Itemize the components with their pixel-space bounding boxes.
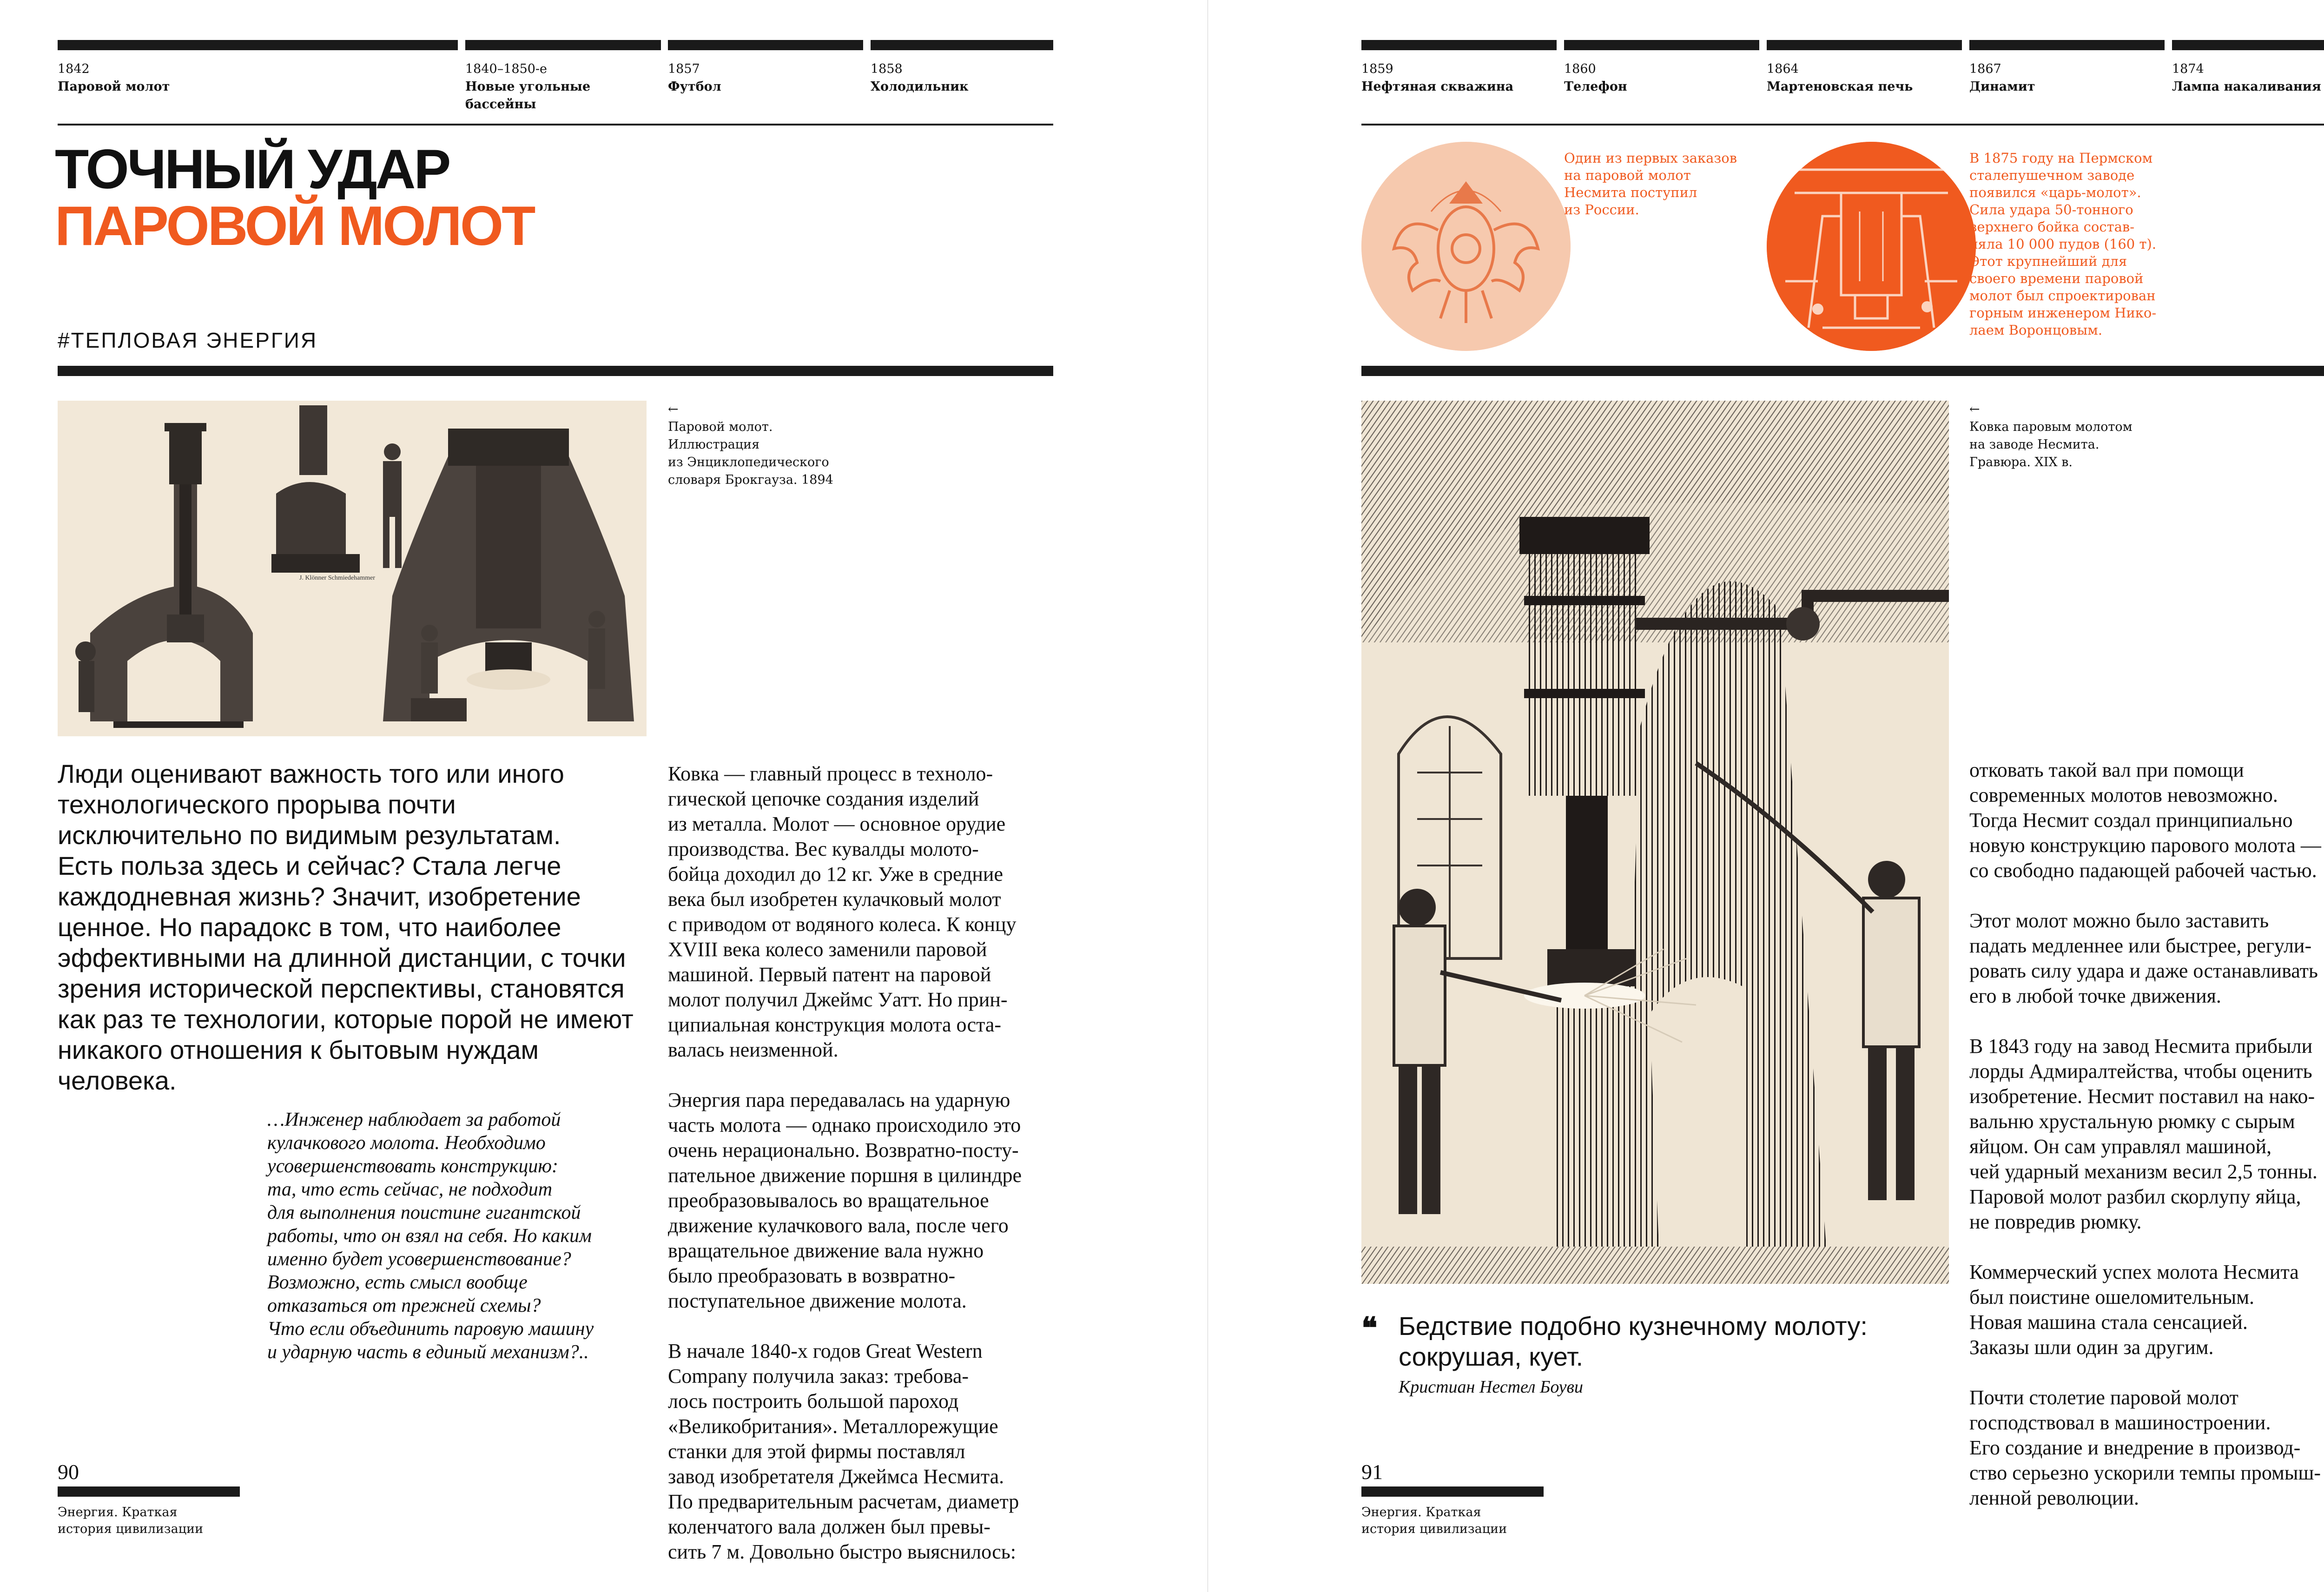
timeline-item: 1860 Телефон <box>1564 62 1627 94</box>
lead-paragraph: Люди оценивают важность того или иного технологического прорыва почти исключительно по видимым результатам. Есть польза здесь и сейчас? Стала легче каждодневная жизнь? Значит, изобретение ценное. Но парадокс в том, что наиболее эффективными на длинной дистанции, с точки зрения исторической перспективы, становятся как раз те технологии, которые порой не имеют никакого отношения к бытовым нуждам человека. <box>58 759 634 1095</box>
body-paragraph: отковать такой вал при помощи современных молотов невозможно. Тогда Несмит создал принципиально новую конструкцию парового молота — со свободно падающей рабочей частью. <box>1969 759 2321 882</box>
footer-title: Энергия. Краткая история цивилизации <box>58 1505 204 1536</box>
timeline-item: 1840–1850-е Новые угольные бассейны <box>465 62 591 112</box>
timeline-rule <box>58 40 458 50</box>
body-paragraph: Коммерческий успех молота Несмита был поистине ошеломительным. Новая машина стала сенсацией. Заказы шли один за другим. <box>1969 1261 2299 1359</box>
note-russia: Один из первых заказов на паровой молот Несмита поступил из России. <box>1564 150 1737 218</box>
steam-hammer-illustration <box>58 401 647 736</box>
quote-mark-icon: ❝ <box>1361 1311 1378 1346</box>
timeline-item: 1859 Нефтяная скважина <box>1361 62 1514 94</box>
timeline-item: 1874 Лампа накаливания <box>2172 62 2321 94</box>
body-paragraph: В 1843 году на завод Несмита прибыли лорды Адмиралтейства, чтобы оценить изобретение. Несмит поставил на нако- вальню хрустальную рюмку с сырым яйцом. Он сам управлял машиной, чей ударный механизм весил 2,5 тонны. Паровой молот разбил скорлупу яйца, не повредив рюмку. <box>1969 1035 2317 1233</box>
timeline-item: 1842 Паровой молот <box>58 62 170 94</box>
body-column <box>1969 758 2324 1511</box>
note-tsar-hammer: В 1875 году на Пермском сталепушечном заводе появился «царь-молот». Сила удара 50-тонного верхнего бойка состав- ляла 10 000 пудов (160 т). Этот крупнейший для своего времени паровой молот был спроектирован горным инженером Нико- лаем Воронцовым. <box>1969 150 2157 338</box>
imperial-eagle-image <box>1361 142 1571 351</box>
body-paragraph: Энергия пара передавалась на ударную часть молота — однако происходило это очень нерационально. Возвратно-посту- пательное движение поршня в цилиндре преобразовывалось во вращательное движение кулачкового вала, после чего вращательное движение вала нужно было преобразовать в возвратно- поступательное движение молота. <box>668 1089 1022 1312</box>
body-paragraph: Ковка — главный процесс в техноло- гической цепочке создания изделий из металла. Молот — основное орудие производства. Вес кувалды молото- бойца доходил до 12 кг. Уже в средние века был изобретен кулачковый молот с приводом от водяного колеса. К концу XVIII века колесо заменили паровой машиной. Первый патент на паровой молот получил Джеймс Уатт. Но прин- ципиальная конструкция молота оста- валась неизменной. <box>668 762 1017 1061</box>
timeline-rule <box>871 40 1053 50</box>
timeline-rule <box>1564 40 1759 50</box>
page-number: 91 <box>1361 1460 1383 1484</box>
pull-quote-author: Кристиан Нестел Боуви <box>1399 1377 1584 1397</box>
section-rule <box>58 366 1053 376</box>
timeline-rule <box>1767 40 1962 50</box>
timeline-rule <box>668 40 863 50</box>
timeline-item: 1864 Мартеновская печь <box>1767 62 1913 94</box>
section-rule <box>1361 366 2324 376</box>
timeline-item: 1857 Футбол <box>668 62 721 94</box>
body-paragraph: Почти столетие паровой молот господствовал в машиностроении. Его создание и внедрение в производ- ство серьезно ускорили темпы промыш- ленной революции. <box>1969 1386 2321 1509</box>
body-paragraph: В начале 1840-х годов Great Western Company получила заказ: требова- лось построить большой пароход «Великобритания». Металлорежущие станки для этой фирмы поставлял завод изобретателя Джеймса Несмита. По предварительным расчетам, диаметр коленчатого вала должен был превы- сить 7 м. Довольно быстро выяснилось: <box>668 1340 1019 1563</box>
illustration-inscription: J. Klönner Schmiedehammer <box>299 575 375 581</box>
header-rule <box>1361 124 2324 126</box>
tsar-hammer-image <box>1767 142 1976 351</box>
topic-tag: #ТЕПЛОВАЯ ЭНЕРГИЯ <box>58 328 318 352</box>
timeline-item: 1858 Холодильник <box>871 62 969 94</box>
timeline-rule <box>465 40 661 50</box>
page-subtitle: ПАРОВОЙ МОЛОТ <box>55 195 534 257</box>
italic-quote: …Инженер наблюдает за работой кулачкового молота. Необходимо усовершенствовать конструкцию: та, что есть сейчас, не подходит для выполнения поистине гигантской работы, что он взял на себя. Но каким именно будет усовершенствование? Возможно, есть смысл вообще отказаться от прежней схемы? Что если объединить паровую машину и ударную часть в единый механизм?.. <box>267 1109 594 1363</box>
timeline-rule <box>1361 40 1557 50</box>
image-caption: ← Ковка паровым молотом на заводе Несмита. Гравюра. XIX в. <box>1969 402 2133 469</box>
footer-rule <box>58 1486 240 1497</box>
timeline-rule <box>2172 40 2324 50</box>
body-column <box>668 761 1068 1565</box>
image-caption: ← Паровой молот. Иллюстрация из Энциклопедического словаря Брокгауза. 1894 <box>668 402 833 487</box>
pull-quote-text: Бедствие подобно кузнечному молоту: сокрушая, кует. <box>1399 1311 1868 1371</box>
footer-rule <box>1361 1486 1544 1497</box>
right-page <box>1208 0 2324 1592</box>
body-paragraph: Этот молот можно было заставить падать медленнее или быстрее, регули- ровать силу удара и даже останавливать его в любой точке движения. <box>1969 909 2318 1007</box>
page-number: 90 <box>58 1460 79 1484</box>
forging-engraving <box>1361 401 1949 1284</box>
timeline-item: 1867 Динамит <box>1969 62 2035 94</box>
header-rule <box>58 124 1053 126</box>
pull-quote <box>1361 1311 1966 1397</box>
footer-title: Энергия. Краткая история цивилизации <box>1361 1505 1507 1536</box>
timeline-rule <box>1969 40 2165 50</box>
page-title: ТОЧНЫЙ УДАР <box>55 138 449 200</box>
